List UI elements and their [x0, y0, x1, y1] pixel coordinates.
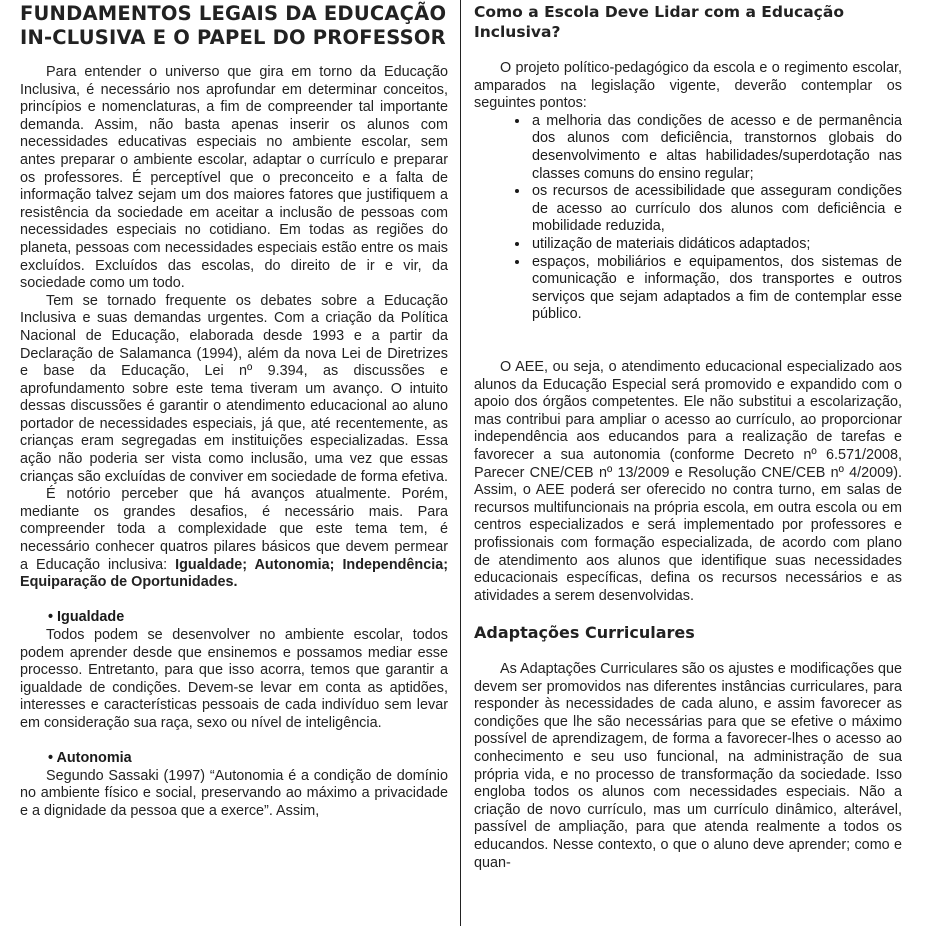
column-divider — [460, 0, 461, 926]
paragraph-debates: Tem se tornado frequente os debates sobre a Educação Inclusiva e suas demandas urgentes. Com a criação da Política Nacional de Educação, elaborada desde 1993 e a partir da Declaração de Salamanca (1994), além da nova Lei de Diretrizes e base da Educação, Lei nº 9.394, as discussões e aprofundamento sobre este tema tiveram um avanço. O intuito dessas discussões é garantir o atendimento educacional ao aluno portador de necessidades especiais, já que, até recentemente, as crianças eram segregadas em instituições especializadas. Essa ação não poderia ser vista como inclusão, uma vez que essas crianças são excluídas de conviver em sociedade de forma efetiva. — [20, 292, 448, 485]
spacer — [20, 592, 448, 610]
spacer — [20, 733, 448, 751]
bullet-list — [474, 113, 902, 324]
paragraph-intro: Para entender o universo que gira em torno da Educação Inclusiva, é necessário nos aprofundar em determinar conceitos, princípios e nomenclaturas, a fim de compreender tal importante demanda. Assim, não basta apenas inserir os alunos com necessidades educativas especiais no ambiente escolar, sem antes preparar o ambiente escolar, adaptar o currículo e preparar os professores. É perceptível que o preconceito e a falta de informação talvez sejam um dos maiores fatores que justifiquem a resistência da sociedade em aceitar a inclusão de pessoas com necessidades especiais no cotidiano. Em todas as regiões do planeta, pessoas com necessidades especiais estão entre os mais excluídos. Excluídos das escolas, do direito de ir e vir, da sociedade como um todo. — [20, 64, 448, 292]
paragraph-projeto: O projeto político-pedagógico da escola e o regimento escolar, amparados na legislação vigente, deverão contemplar os seguintes pontos: — [474, 60, 902, 112]
paragraph-adaptacoes: As Adaptações Curriculares são os ajustes e modificações que devem ser promovidos nas diferentes instâncias curriculares, para responder às necessidades de cada aluno, e assim favorecer as condições que lhe são necessárias para que se efetive o máximo possível de aprendizagem, de forma a favorecer-lhes o acesso ao conhecimento e seu uso funcional, na administração de sua própria vida, e no processo de transformação da sociedade. Isso engloba todos os alunos com necessidades especiais. Não a criação de novo currículo, mas um currículo dinâmico, alterável, passível de ampliação, para que atenda realmente a todos os educandos. Nesse contexto, o que o aluno deve aprender; como e quan- — [474, 661, 902, 871]
heading-adaptacoes: Adaptações Curriculares — [474, 623, 695, 642]
paragraph-aee: O AEE, ou seja, o atendimento educacional especializado aos alunos da Educação Especial será promovido e expandido com o apoio dos órgãos competentes. Ele não substitui a escolarização, mas contribui para ampliar o acesso ao currículo, ao proporcionar independência aos educandos para a realização de tarefas e favorecer a sua autonomia (conforme Decreto nº 6.571/2008, Parecer CNE/CEB nº 13/2009 e Resolução CNE/CEB nº 4/2009). Assim, o AEE poderá ser oferecido no contra turno, em salas de recursos multifuncionais na própria escola, em outra escola ou em centros especializados e será implementado por professores e profissionais com formação especializada, de acordo com plano de atendimento aos alunos que identifique suas necessidades educacionais específicas, defina os recursos necessários e as atividades a serem desenvolvidas. — [474, 359, 902, 604]
list-item: • a melhoria das condições de acesso e de permanência dos alunos com deficiência, transtornos globais do desenvolvimento e altas habilidades/superdotação nas classes comuns do ensino regular; — [530, 113, 902, 183]
left-column — [20, 0, 448, 926]
list-item: • utilização de materiais didáticos adaptados; — [530, 236, 902, 254]
subheading-igualdade: • Igualdade — [48, 609, 125, 626]
right-column — [474, 0, 902, 926]
spacer — [474, 324, 902, 342]
list-item: • espaços, mobiliários e equipamentos, dos sistemas de comunicação e informação, dos transportes e outros serviços que sejam adaptados a fim de contemplar esse público. — [530, 254, 902, 324]
paragraph-autonomia: Segundo Sassaki (1997) “Autonomia é a condição de domínio no ambiente físico e social, preservando ao máximo a privacidade e a dignidade da pessoa que a exerce”. Assim, — [20, 767, 448, 819]
paragraph-pillars — [20, 486, 448, 592]
pillars-list: Igualdade; Autonomia; Independência; Equiparação de Oportunidades. — [20, 556, 448, 591]
paragraph-igualdade: Todos podem se desenvolver no ambiente escolar, todos podem aprender desde que ensinemos e possamos mediar esse processo. Entretanto, para que isso acorra, temos que garantir a igualdade de condições. Devem-se levar em conta as aptidões, interesses e características pessoais de cada indivíduo sem levar em consideração sua raça, sexo ou nível de inteligência. — [20, 627, 448, 731]
spacer — [474, 605, 902, 623]
pillars-intro-text: É notório perceber que há avanços atualmente. Porém, mediante os grandes desafios, é necessário mais. Para compreender toda a complexidade que este tema tem, é necessário conhecer quatros pilares básicos que devem permear a Educação inclusiva: — [20, 486, 448, 573]
heading-escola: Como a Escola Deve Lidar com a Educação Inclusiva? — [474, 3, 844, 41]
spacer — [474, 342, 902, 360]
main-title: FUNDAMENTOS LEGAIS DA EDUCAÇÃO IN-CLUSIVA E O PAPEL DO PROFESSOR — [20, 2, 447, 49]
subheading-autonomia: • Autonomia — [48, 750, 132, 767]
list-item: • os recursos de acessibilidade que asseguram condições de acesso ao currículo dos alunos com deficiência e mobilidade reduzida, — [530, 183, 902, 236]
